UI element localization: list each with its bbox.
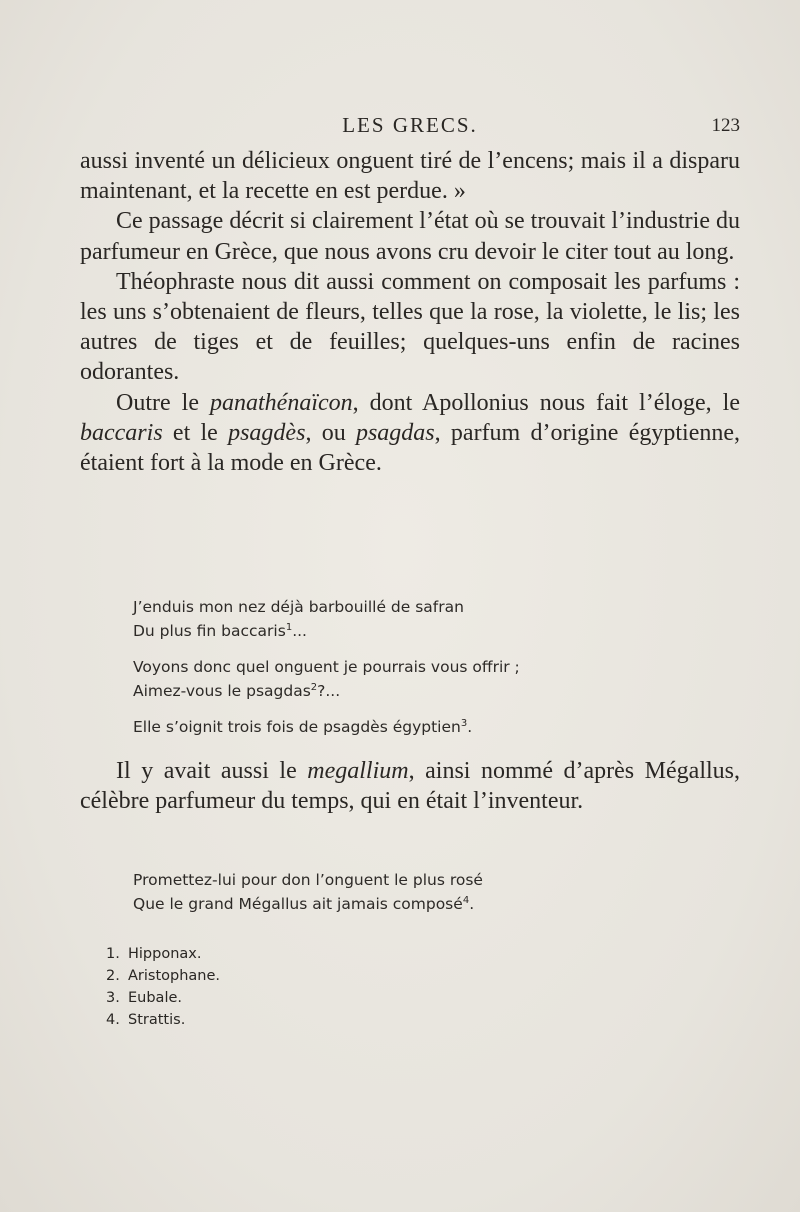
verse-line: Voyons donc quel onguent je pourrais vous offrir ; (133, 658, 520, 676)
paragraph-text: , parfum d’origine égyptienne, étaient fort à la mode en Grèce. (80, 419, 741, 477)
footnote (106, 1009, 220, 1031)
verse-text: . (467, 718, 473, 736)
running-title: LES GRECS. (342, 113, 478, 137)
main-text-continued (80, 756, 740, 816)
footnote-number: 4. (106, 1012, 120, 1028)
paragraph: Ce passage décrit si clairement l’état où se trouvait l’industrie du parfumeur en Grèce, que nous avons cru devoir le citer tout au long. (80, 208, 740, 265)
footnote-ref: 4 (462, 894, 470, 906)
paragraph-text: Outre le (116, 389, 210, 416)
verse-quote (133, 655, 520, 703)
footnote-text: Eubale. (128, 990, 182, 1006)
verse-line (133, 679, 520, 703)
paragraph-text: , ainsi nommé d’après Mégallus, célèbre parfumeur du temps, qui en était l’inventeur. (80, 758, 740, 815)
paragraph (80, 388, 740, 479)
footnote-ref: 2 (310, 681, 318, 693)
main-text (80, 146, 740, 478)
footnote-ref: 1 (285, 621, 293, 633)
perfume-term: psagdas (355, 419, 435, 446)
footnote-text: Strattis. (128, 1012, 186, 1028)
verse-quote (133, 868, 483, 916)
footnote-number: 1. (106, 946, 120, 962)
footnote-ref: 3 (460, 717, 468, 729)
paragraph-text: et le (162, 419, 229, 446)
verse-text: ... (292, 622, 307, 640)
perfume-term: panathénaïcon (210, 389, 353, 416)
verse-quote (133, 715, 472, 739)
footnote-number: 2. (106, 968, 120, 984)
footnote-number: 3. (106, 990, 120, 1006)
verse-line: Promettez-lui pour don l’onguent le plus rosé (133, 871, 483, 889)
footnote (106, 943, 220, 965)
verse-text: ?... (317, 682, 341, 700)
footnote-text: Aristophane. (128, 968, 221, 984)
verse-text: Elle s’oignit trois fois de psagdès égyptien (133, 718, 461, 736)
verse-line (133, 892, 483, 916)
page-header (80, 113, 740, 143)
footnotes (106, 943, 220, 1031)
paragraph: Théophraste nous dit aussi comment on composait les parfums : les uns s’obtenaient de fleurs, telles que la rose, la violette, le lis; les autres de tiges et de feuilles; quelques-uns enfin de racines odorantes. (80, 268, 740, 386)
footnote-text: Hipponax. (128, 946, 202, 962)
perfume-term: megallium (307, 758, 409, 784)
paragraph (80, 756, 740, 816)
perfume-term: baccaris (80, 419, 163, 446)
page-number: 123 (711, 115, 740, 136)
verse-line: J’enduis mon nez déjà barbouillé de safran (133, 598, 464, 616)
verse-text: Que le grand Mégallus ait jamais composé (133, 895, 463, 913)
perfume-term: psagdès (228, 419, 306, 446)
paragraph-text: , ou (305, 419, 356, 446)
verse-text: Aimez-vous le psagdas (133, 682, 311, 700)
paragraph: aussi inventé un délicieux onguent tiré de l’encens; mais il a disparu maintenant, et la recette en est perdue. » (80, 148, 740, 205)
verse-text: Du plus fin baccaris (133, 622, 286, 640)
verse-text: . (469, 895, 475, 913)
verse-quote (133, 595, 464, 643)
paragraph-text: , dont Apollonius nous fait l’éloge, le (352, 389, 741, 416)
verse-line (133, 619, 464, 643)
verse-line (133, 715, 472, 739)
footnote (106, 965, 220, 987)
paragraph-text: Il y avait aussi le (116, 758, 308, 784)
footnote (106, 987, 220, 1009)
